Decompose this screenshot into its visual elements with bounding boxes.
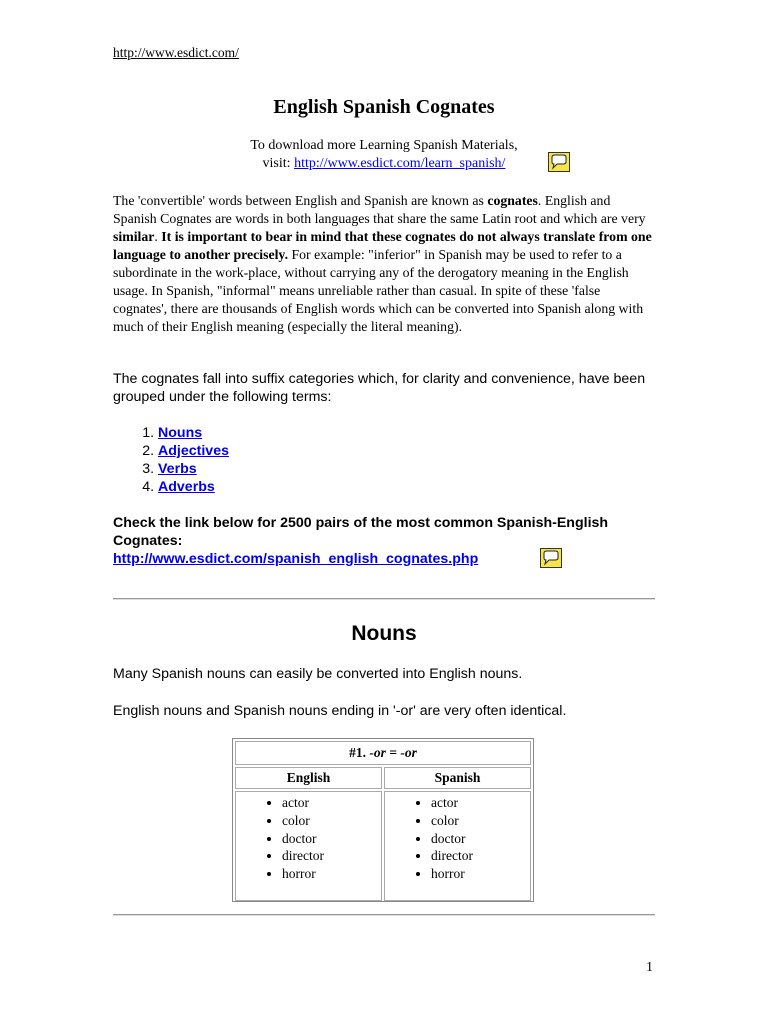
list-item: • director — [282, 847, 381, 865]
list-item: • doctor — [282, 830, 381, 848]
nouns-link[interactable]: Nouns — [158, 425, 203, 441]
nouns-paragraph-2: English nouns and Spanish nouns ending in '-or' are very often identical. — [113, 703, 567, 719]
comment-note-icon[interactable] — [540, 548, 562, 568]
english-word-list — [236, 794, 381, 883]
list-item — [158, 424, 229, 442]
list-item: • actor — [431, 794, 530, 812]
spanish-cell — [384, 791, 531, 901]
table-caption-rule: -or = -or — [369, 745, 417, 760]
table-caption — [235, 741, 531, 765]
verbs-link[interactable]: Verbs — [158, 461, 197, 477]
intro-text-2: . English and Spanish Cognates are words in both languages that share the same Latin root and which are very — [113, 193, 646, 226]
list-item: • color — [431, 812, 530, 830]
download-text: To download more Learning Spanish Materials, — [250, 138, 518, 153]
download-visit-line — [0, 156, 768, 172]
column-header-spanish: Spanish — [384, 767, 531, 789]
or-table — [233, 739, 533, 903]
list-item: • horror — [431, 865, 530, 883]
intro-bold-warning: It is important to bear in mind that these cognates do not always translate from one language to another precisely. — [113, 229, 652, 262]
horizontal-rule — [113, 598, 655, 600]
header-url-link[interactable]: http://www.esdict.com/ — [113, 45, 239, 60]
document-title: English Spanish Cognates — [273, 96, 495, 118]
nouns-paragraph-1: Many Spanish nouns can easily be converted into English nouns. — [113, 666, 523, 682]
list-item — [158, 460, 229, 478]
intro-text-3: . — [154, 229, 162, 244]
learn-spanish-link[interactable]: http://www.esdict.com/learn_spanish/ — [294, 156, 506, 171]
page-number: 1 — [646, 960, 653, 975]
intro-bold-cognates: cognates — [487, 193, 538, 208]
adverbs-link[interactable]: Adverbs — [158, 479, 215, 495]
list-item — [158, 478, 229, 496]
list-item — [158, 442, 229, 460]
intro-paragraph — [113, 192, 653, 336]
intro-bold-similar: similar — [113, 229, 155, 244]
comment-note-icon[interactable] — [548, 152, 570, 172]
list-item: • doctor — [431, 830, 530, 848]
visit-label: visit: — [262, 156, 295, 171]
list-item: • color — [282, 812, 381, 830]
english-cell — [235, 791, 382, 901]
list-item: • horror — [282, 865, 381, 883]
intro-text-4: For example: "inferior" in Spanish may be used to refer to a subordinate in the work-place, without carrying any of the derogatory meaning in the English usage. In Spanish, "informal" means unreliable rather than casual. In spite of these 'false cognates', there are thousands of English words which can be converted into Spanish along with much of their English meaning (especially the literal meaning). — [113, 247, 644, 334]
categories-list — [113, 424, 229, 496]
cognates-link-block — [113, 514, 653, 568]
cognates-pairs-link[interactable]: http://www.esdict.com/spanish_english_cognates.php — [113, 551, 479, 567]
table-caption-number: #1. — [349, 745, 370, 760]
list-item: • actor — [282, 794, 381, 812]
spanish-word-list — [385, 794, 530, 883]
header-url — [113, 45, 239, 61]
cognates-table — [232, 738, 534, 902]
nouns-heading: Nouns — [351, 622, 417, 645]
categories-intro: The cognates fall into suffix categories which, for clarity and convenience, have been grouped under the following terms: — [113, 371, 646, 405]
intro-text-1: The 'convertible' words between English and Spanish are known as — [113, 193, 488, 208]
adjectives-link[interactable]: Adjectives — [158, 443, 229, 459]
list-item: • director — [431, 847, 530, 865]
column-header-english: English — [235, 767, 382, 789]
check-text: Check the link below for 2500 pairs of the most common Spanish-English Cognates: — [113, 515, 609, 549]
horizontal-rule — [113, 914, 655, 916]
